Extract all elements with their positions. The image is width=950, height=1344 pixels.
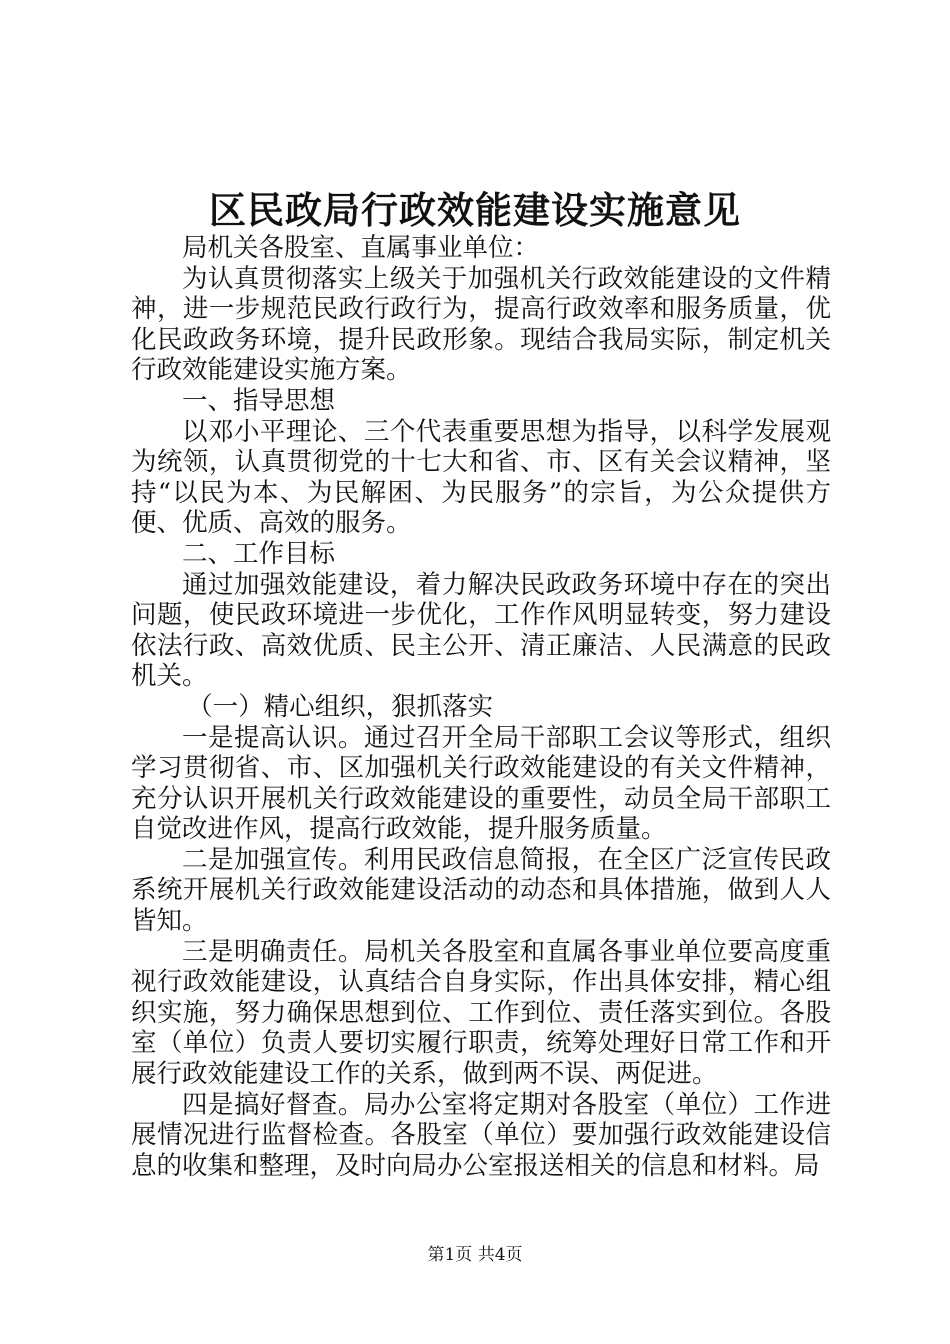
- item-paragraph-responsibility: 三是明确责任。局机关各股室和直属各事业单位要高度重视行政效能建设，认真结合自身实际，作出具体安排，精心组织实施，努力确保思想到位、工作到位、责任落实到位。各股室（单位）负责人要切实履行职责，统筹处理好日常工作和开展行政效能建设工作的关系，做到两不误、两促进。: [131, 936, 831, 1090]
- subsection-heading-organization: （一）精心组织，狠抓落实: [187, 691, 494, 722]
- section-heading-guiding-ideology: 一、指导思想: [182, 385, 336, 416]
- section-paragraph-work-goals: 通过加强效能建设，着力解决民政政务环境中存在的突出问题，使民政环境进一步优化，工作作风明显转变，努力建设依法行政、高效优质、民主公开、清正廉洁、人民满意的民政机关。: [131, 569, 831, 692]
- document-body: [131, 233, 831, 1181]
- page-footer: 第1页 共4页: [427, 1245, 523, 1265]
- section-paragraph-guiding-ideology: 以邓小平理论、三个代表重要思想为指导，以科学发展观为统领，认真贯彻党的十七大和省、市、区有关会议精神，坚持“以民为本、为民解困、为民服务”的宗旨，为公众提供方便、优质、高效的服务。: [131, 416, 831, 539]
- item-paragraph-supervision: 四是搞好督查。局办公室将定期对各股室（单位）工作进展情况进行监督检查。各股室（单位）要加强行政效能建设信息的收集和整理，及时向局办公室报送相关的信息和材料。局: [131, 1089, 831, 1181]
- intro-paragraph: 为认真贯彻落实上级关于加强机关行政效能建设的文件精神，进一步规范民政行政行为，提高行政效率和服务质量，优化民政政务环境，提升民政形象。现结合我局实际，制定机关行政效能建设实施方案。: [131, 263, 831, 386]
- section-heading-work-goals: 二、工作目标: [182, 538, 336, 569]
- item-paragraph-publicity: 二是加强宣传。利用民政信息简报，在全区广泛宣传民政系统开展机关行政效能建设活动的动态和具体措施，做到人人皆知。: [131, 844, 831, 937]
- salutation: 局机关各股室、直属事业单位：: [182, 233, 540, 263]
- document-title: 区民政局行政效能建设实施意见: [209, 188, 741, 232]
- item-paragraph-raise-awareness: 一是提高认识。通过召开全局干部职工会议等形式，组织学习贯彻省、市、区加强机关行政效能建设的有关文件精神，充分认识开展机关行政效能建设的重要性，动员全局干部职工自觉改进作风，提高行政效能，提升服务质量。: [131, 722, 831, 845]
